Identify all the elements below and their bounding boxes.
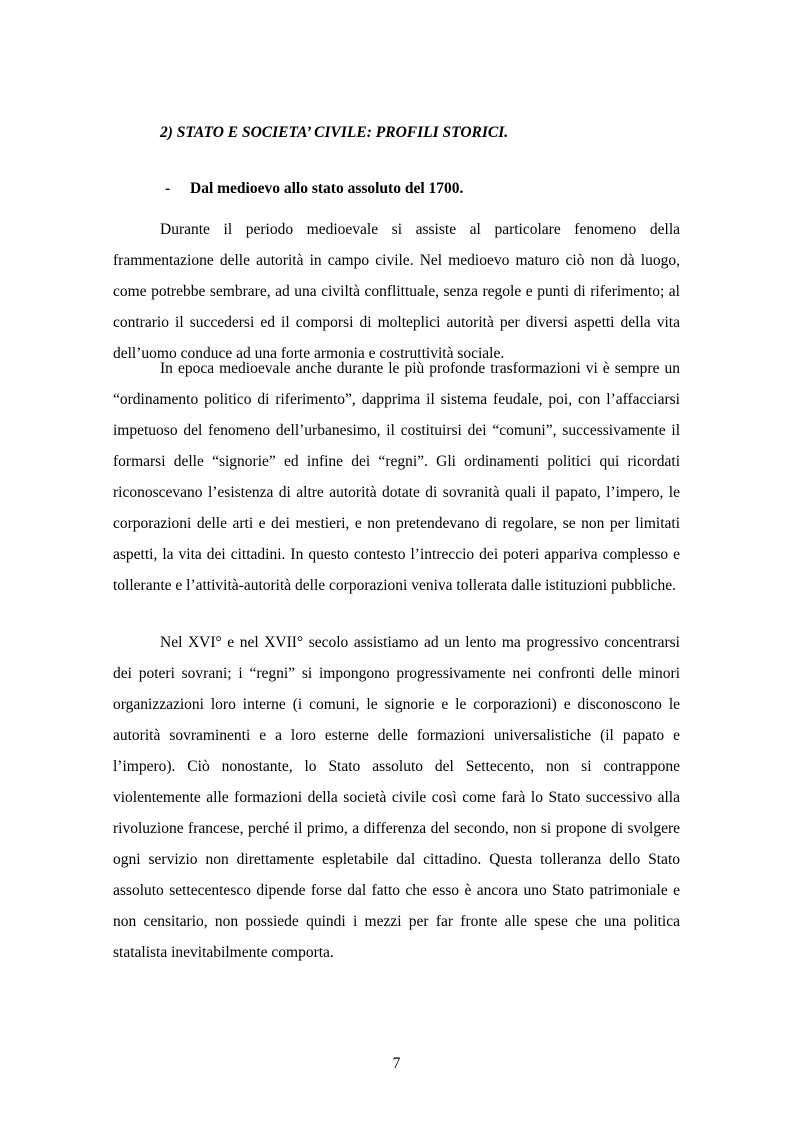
paragraph-absolute-state: Nel XVI° e nel XVII° secolo assistiamo ad un lento ma progressivo concentrarsi dei poteri sovrani; i “regni” si impongono progressivamente nei confronti delle minori organizzazioni loro interne (i comuni, le signorie e le corporazioni) e disconoscono le autorità sovraminenti e a loro esterne delle formazioni universalistiche (il papato e l’impero). Ciò nonostante, lo Stato assoluto del Settecento, non si contrappone violentemente alle formazioni della società civile così come farà lo Stato successivo alla rivoluzione francese, perché il primo, a differenza del secondo, non si propone di svolgere ogni servizio non direttamente espletabile dal cittadino. Questa tolleranza dello Stato assoluto settecentesco dipende forse dal fatto che esso è ancora uno Stato patrimoniale e non censitario, non possiede quindi i mezzi per far fronte alle spese che una politica statalista inevitabilmente comporta. (113, 634, 680, 961)
paragraph-political-order: In epoca medioevale anche durante le più profonde trasformazioni vi è sempre un “ordinamento politico di riferimento”, dapprima il sistema feudale, poi, con l’affacciarsi impetuoso del fenomeno dell’urbanesimo, il costituirsi dei “comuni”, successivamente il formarsi delle “signorie” ed infine dei “regni”. Gli ordinamenti politici qui ricordati riconoscevano l’esistenza di altre autorità dotate di sovranità quali il papato, l’impero, le corporazioni delle arti e dei mestieri, e non pretendevano di regolare, se non per limitati aspetti, la vita dei cittadini. In questo contesto l’intreccio dei poteri appariva complesso e tollerante e l’attività-autorità delle corporazioni veniva tollerata dalle istituzioni pubbliche. (113, 360, 680, 594)
subheading-bullet: - (165, 180, 171, 197)
section-heading: 2) STATO E SOCIETA’ CIVILE: PROFILI STORICI. (160, 124, 509, 141)
subheading (165, 180, 463, 198)
subheading-text: Dal medioevo allo stato assoluto del 1700. (190, 180, 464, 197)
paragraph-medieval-fragmentation: Durante il periodo medioevale si assiste al particolare fenomeno della frammentazione delle autorità in campo civile. Nel medioevo maturo ciò non dà luogo, come potrebbe sembrare, ad una civiltà conflittuale, senza regole e punti di riferimento; al contrario il succedersi ed il comporsi di molteplici autorità per diversi aspetti della vita dell’uomo conduce ad una forte armonia e costruttività sociale. (113, 221, 680, 362)
page-number: 7 (392, 1055, 401, 1072)
